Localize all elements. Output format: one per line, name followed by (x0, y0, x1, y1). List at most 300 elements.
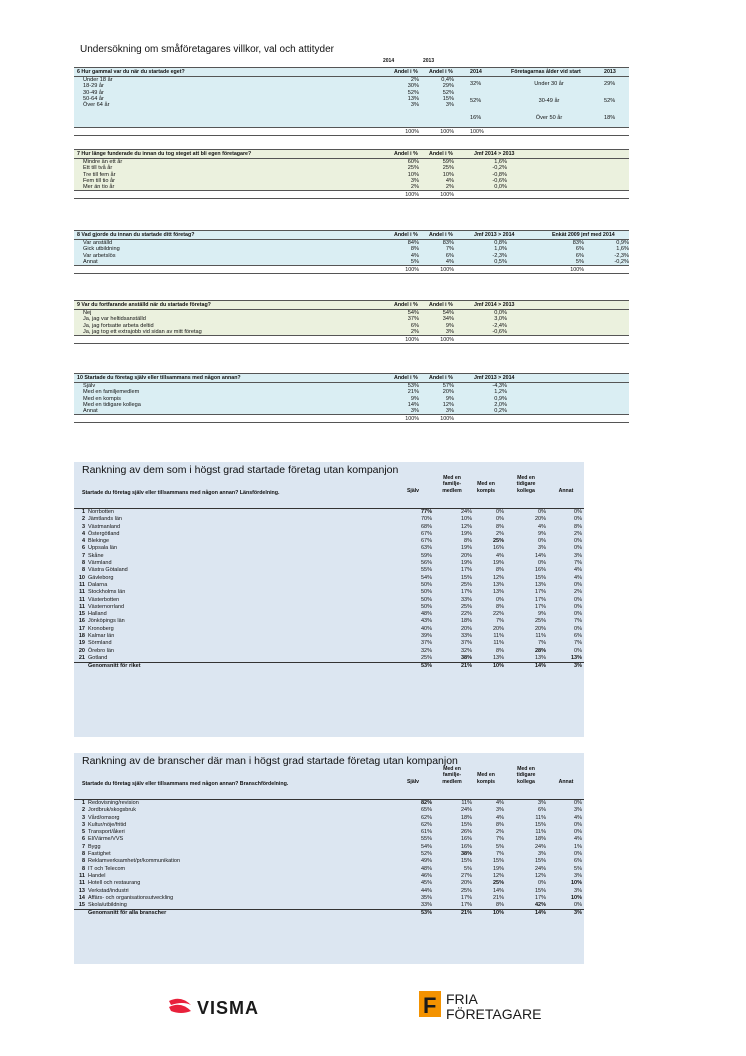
q6-col1: Andel i % (394, 69, 418, 75)
q6-group-2013: 18% (604, 115, 616, 121)
rank2-rank-number: 3 (81, 821, 85, 828)
q6-row-label: 30-49 år (83, 89, 104, 96)
q10-row-2014: 9% (410, 395, 419, 402)
q7-row-2014: 10% (407, 171, 419, 178)
q9-row-2014: 6% (410, 322, 419, 329)
rank1-col-header-line: Själv (406, 487, 420, 494)
q10-total-b: 100% (440, 415, 454, 422)
rank2-row-value: 0% (538, 880, 546, 887)
rank2-average-name: Genomsnitt för alla branscher (88, 910, 167, 917)
q6-group-2014: 32% (470, 81, 482, 87)
q8-total-a: 100% (405, 266, 419, 273)
fria-foretagare-logo (419, 989, 559, 1030)
rank1-rank-number: 11 (79, 603, 85, 610)
rank1-rank-number: 11 (79, 581, 85, 588)
q7-row-label: Mer än tio år (83, 184, 115, 191)
rank1-row-value: 10% (492, 663, 504, 670)
table-row (74, 626, 584, 633)
rank1-row-value: 25% (420, 654, 432, 661)
rank2-row-value: 24% (534, 843, 546, 850)
rank2-row-value: 4% (496, 814, 504, 821)
q6-total-a: 100% (405, 128, 419, 135)
q8-col2: Andel i % (429, 232, 453, 238)
q10-row-2014: 14% (407, 401, 419, 408)
rank1-row-value: 11% (493, 633, 504, 640)
rank2-row-value: 35% (420, 894, 432, 901)
rank1-row-value: 43% (420, 618, 432, 625)
q7-row-2013: 10% (442, 171, 454, 178)
rank1-rank-number: 3 (81, 523, 85, 530)
q8-row-2009: 6% (575, 246, 584, 253)
rank2-average-row (74, 910, 584, 917)
q10-row-2013: 12% (442, 401, 454, 408)
rank1-row-value: 3% (574, 552, 582, 559)
q6-row-2014: 2% (410, 77, 419, 83)
table-row (74, 575, 584, 582)
table-row (74, 509, 584, 516)
rank2-row-value: 82% (420, 800, 432, 806)
rank1-row-value: 25% (534, 618, 546, 625)
q10-row-label: Själv (83, 383, 96, 389)
rank1-rank-number: 21 (78, 654, 85, 661)
rank2-row-value: 7% (496, 851, 504, 858)
q6-row-2013: 0,4% (441, 77, 454, 83)
rank1-row-value: 25% (460, 581, 472, 588)
q9-total-a: 100% (405, 336, 419, 343)
rank1-row-value: 50% (420, 596, 432, 603)
table-row (74, 640, 584, 647)
question-7-section (74, 149, 629, 199)
rank2-row-value: 25% (492, 880, 504, 887)
q6-total-b: 100% (440, 128, 454, 135)
q7-row-2013: 4% (445, 177, 454, 184)
rank2-col-header (396, 779, 430, 785)
table-row (74, 516, 584, 523)
table-row (74, 560, 584, 567)
rank2-row-value: 15% (460, 821, 472, 828)
rank2-col-header-line: familje- (442, 772, 462, 779)
rank2-row-value: 14% (492, 887, 504, 894)
q9-col3: Jmf 2014 > 2013 (474, 302, 515, 308)
rank2-row-value: 8% (496, 821, 504, 828)
q6-row-2013: 29% (442, 83, 454, 90)
q7-col2: Andel i % (429, 151, 453, 157)
rank2-row-value: 3% (538, 800, 546, 806)
rank1-row-name: Västmanland (88, 523, 121, 530)
rank2-row-value: 7% (496, 836, 504, 843)
q8-row-2014: 8% (410, 246, 419, 253)
rank1-row-value: 54% (420, 574, 432, 581)
rank2-row-value: 24% (460, 807, 472, 814)
rank1-row-value: 13% (534, 581, 546, 588)
ranking-industry-table (74, 753, 584, 964)
rank2-rank-number: 15 (78, 902, 85, 909)
rank1-row-value: 0% (574, 647, 582, 654)
q8-col4: Enkät 2009 jmf med 2014 (552, 232, 615, 238)
q10-total-a: 100% (405, 415, 419, 422)
rank2-row-value: 15% (534, 887, 546, 894)
rank2-row-value: 62% (420, 821, 432, 828)
rank2-row-value: 55% (420, 836, 432, 843)
q6-group-2013: 52% (604, 98, 616, 104)
q6-total-row (74, 127, 629, 136)
rank1-rank-number: 7 (81, 552, 85, 559)
rank1-row-value: 53% (420, 663, 432, 670)
rank1-row-value: 37% (460, 640, 472, 647)
q8-row-2013: 83% (442, 240, 454, 246)
rank1-row-name: Gotland (88, 654, 108, 661)
rank1-row-value: 3% (538, 545, 546, 552)
rank1-row-value: 0% (538, 509, 546, 515)
q9-total-b: 100% (440, 336, 454, 343)
rank1-row-value: 20% (534, 625, 546, 632)
rank2-row-value: 49% (420, 858, 432, 865)
q6-total-c: 100% (470, 128, 484, 135)
rank1-row-value: 9% (538, 530, 546, 537)
q7-row-2014: 3% (410, 177, 419, 184)
rank1-row-value: 16% (492, 545, 504, 552)
rank1-row-value: 4% (574, 567, 582, 574)
q8-row-label: Var arbetslös (83, 252, 116, 259)
q8-row-diff: -2,3% (492, 252, 507, 259)
rank2-row-name: IT och Telecom (88, 865, 126, 872)
rank1-row-value: 15% (460, 574, 472, 581)
q8-row-diff: 0,8% (494, 240, 507, 246)
rank1-row-name: Västra Götaland (88, 567, 128, 574)
rank1-row-name: Kronoberg (88, 625, 114, 632)
q10-col1: Andel i % (394, 375, 418, 381)
q6-group-label: Under 30 år (534, 81, 564, 87)
rank2-row-value: 3% (574, 872, 582, 879)
rank1-row-value: 0% (574, 538, 582, 545)
ranking-industry-title: Rankning av de branscher där man i högst grad startade företag utan kompanjon (82, 755, 458, 767)
q6-group-2013: 29% (604, 81, 616, 87)
rank1-row-value: 50% (420, 603, 432, 610)
rank1-rank-number: 10 (78, 574, 85, 581)
rank1-row-name: Gävleborg (88, 574, 114, 581)
table-row (74, 524, 584, 531)
q10-row-label: Med en familjemedlem (83, 389, 140, 396)
rank1-row-value: 67% (420, 530, 432, 537)
rank1-rank-number: 4 (81, 530, 85, 537)
q8-row-2009: 5% (575, 258, 584, 265)
rank1-row-value: 28% (534, 647, 546, 654)
rank2-row-value: 38% (460, 851, 472, 858)
rank2-row-value: 1% (574, 843, 582, 850)
table-row (74, 582, 584, 589)
rank1-col-header (508, 475, 544, 494)
rank1-row-value: 0% (574, 545, 582, 552)
rank2-row-value: 62% (420, 814, 432, 821)
rank1-rank-number: 4 (81, 538, 85, 545)
rank2-col-header (434, 766, 470, 785)
rank2-row-name: Redovisning/revision (88, 800, 139, 806)
rank1-row-value: 20% (492, 625, 504, 632)
q6-group-label: Över 50 år (535, 115, 563, 121)
rank1-row-value: 7% (496, 618, 504, 625)
rank2-row-value: 16% (460, 843, 472, 850)
rank1-row-name: Stockholms län (88, 589, 126, 596)
rank2-row-value: 42% (534, 902, 546, 909)
rank1-row-value: 39% (420, 633, 432, 640)
q6-row-label: 18-29 år (83, 83, 104, 90)
q8-row-label: Gick utbildning (83, 246, 120, 253)
q8-row-2014: 5% (410, 258, 419, 265)
q8-col1: Andel i % (394, 232, 418, 238)
rank1-row-value: 25% (492, 538, 504, 545)
q7-total-a: 100% (405, 191, 419, 198)
q7-row-diff: 0,0% (494, 184, 507, 191)
q7-row-2013: 59% (442, 159, 454, 165)
rank2-row-name: Skola/utbildning (88, 902, 127, 909)
rank2-rank-number: 14 (78, 894, 85, 901)
rank2-row-value: 25% (460, 887, 472, 894)
rank2-row-value: 5% (464, 865, 472, 872)
rank1-row-value: 16% (534, 567, 546, 574)
q10-row-diff: 0,2% (494, 408, 507, 415)
rank1-rank-number: 17 (78, 625, 85, 632)
rank1-row-name: Östergötland (88, 530, 120, 537)
rank2-col-header-line: tidigare (516, 772, 536, 779)
rank1-row-value: 22% (460, 611, 472, 618)
table-row (74, 597, 584, 604)
rank1-row-value: 55% (420, 567, 432, 574)
rank2-row-value: 16% (460, 836, 472, 843)
rank1-row-value: 11% (535, 633, 546, 640)
visma-logo-text: VISMA (197, 998, 260, 1018)
rank2-row-value: 65% (420, 807, 432, 814)
rank2-row-value: 5% (574, 865, 582, 872)
q6-row-2014: 3% (410, 102, 419, 109)
rank2-col-header-line: Med en (477, 772, 495, 779)
rank2-row-value: 54% (420, 843, 432, 850)
rank1-row-value: 2% (496, 530, 504, 537)
rank1-row-value: 24% (460, 509, 472, 515)
rank1-col-header (396, 488, 430, 494)
rank2-row-value: 0% (574, 821, 582, 828)
rank2-row-value: 4% (574, 814, 582, 821)
q6-row-label: 50-64 år (83, 95, 104, 102)
rank1-row-value: 4% (574, 574, 582, 581)
rank2-rank-number: 7 (81, 843, 85, 850)
rank1-row-name: Västerbotten (88, 596, 120, 603)
ranking-county-table (74, 462, 584, 737)
rank1-row-value: 37% (420, 640, 432, 647)
table-row (74, 648, 584, 655)
rank1-row-value: 0% (574, 581, 582, 588)
q8-total-row (74, 265, 629, 274)
rank2-rank-number: 13 (78, 887, 85, 894)
rank1-rank-number: 8 (81, 560, 85, 567)
rank1-row-name: Norrbotten (88, 509, 114, 515)
rank1-rank-number: 11 (79, 589, 85, 596)
rank1-row-value: 13% (492, 581, 504, 588)
rank1-rank-number: 18 (78, 633, 85, 640)
rank2-row-value: 45% (420, 880, 432, 887)
q8-row-2009: 6% (575, 252, 584, 259)
rank2-row-value: 6% (574, 858, 582, 865)
fria-foretagare-logo-mark (419, 989, 559, 1025)
rank1-row-value: 17% (460, 567, 472, 574)
rank1-row-name: Skåne (88, 552, 104, 559)
rank2-rank-number: 2 (81, 807, 85, 814)
rank1-row-value: 4% (496, 552, 504, 559)
rank1-row-value: 50% (420, 581, 432, 588)
rank1-row-value: 15% (534, 574, 546, 581)
table-row (74, 553, 584, 560)
table-row (74, 633, 584, 640)
q10-row-diff: 0,9% (494, 395, 507, 402)
rank2-row-value: 4% (496, 800, 504, 806)
q6-col5: 2013 (604, 69, 616, 75)
rank1-row-value: 7% (574, 640, 582, 647)
q7-body (74, 159, 629, 190)
table-row (74, 618, 584, 625)
q7-header (74, 149, 629, 159)
rank2-col-header (470, 772, 502, 785)
rank2-row-value: 5% (496, 843, 504, 850)
rank1-rank-number: 1 (81, 509, 85, 515)
rank2-row-value: 18% (534, 836, 546, 843)
rank1-row-value: 12% (460, 523, 472, 530)
rank1-row-value: 18% (460, 618, 472, 625)
fria-logo-text-1: FRIA (446, 991, 478, 1007)
rank2-rank-number: 8 (81, 865, 85, 872)
rank1-row-name: Jönköpings län (88, 618, 125, 625)
q10-row-label: Annat (83, 408, 98, 415)
rank1-col-header-line: Med en (517, 475, 535, 481)
q7-row-label: Tre till fem år (83, 171, 116, 178)
q7-row-2014: 60% (407, 159, 419, 165)
q8-row-2013: 4% (445, 258, 454, 265)
rank1-average-name: Genomsnitt för riket (88, 663, 141, 670)
q8-total-d: 100% (570, 266, 584, 273)
rank1-row-value: 68% (420, 523, 432, 530)
rank2-row-name: Handel (88, 872, 106, 879)
table-row (74, 895, 584, 902)
rank1-row-value: 40% (420, 625, 432, 632)
rank2-row-value: 3% (574, 807, 582, 814)
q6-header (74, 67, 629, 77)
rank1-row-value: 8% (496, 567, 504, 574)
rank2-row-value: 19% (492, 865, 504, 872)
q10-row-2014: 21% (407, 389, 419, 396)
rank1-row-value: 17% (534, 589, 546, 596)
rank1-row-value: 7% (574, 560, 582, 567)
q7-row-2014: 25% (407, 165, 419, 172)
rank1-rank-number: 15 (78, 611, 85, 618)
rank1-row-value: 7% (538, 640, 546, 647)
q9-row-2013: 3% (445, 328, 454, 335)
q10-row-2014: 3% (410, 408, 419, 415)
table-row (74, 902, 584, 909)
rank1-col-header-line: Annat (558, 487, 574, 494)
rank1-row-value: 22% (492, 611, 504, 618)
rank1-row-value: 0% (538, 560, 546, 567)
rank1-row-value: 2% (574, 530, 582, 537)
rank1-row-value: 0% (496, 596, 504, 603)
q6-col3: 2014 (470, 69, 482, 75)
q8-body (74, 240, 629, 265)
q8-col3: Jmf 2013 > 2014 (474, 232, 515, 238)
rank2-col-header (552, 779, 580, 785)
rank2-row-value: 6% (538, 807, 546, 814)
rank2-row-value: 27% (460, 872, 472, 879)
rank1-row-value: 33% (460, 596, 472, 603)
rank2-row-value: 0% (574, 800, 582, 806)
table-row (74, 800, 584, 807)
q7-row-diff: 1,6% (494, 159, 507, 165)
table-row (74, 655, 584, 662)
rank1-col-header-line: kollega (517, 487, 535, 494)
q8-row-2014: 4% (410, 252, 419, 259)
q6-body (74, 77, 629, 127)
rank1-row-value: 0% (574, 516, 582, 523)
table-row (74, 858, 584, 865)
rank2-row-value: 26% (460, 829, 472, 836)
q7-col3: Jmf 2014 > 2013 (474, 151, 515, 157)
rank2-rank-number: 1 (81, 800, 85, 806)
rank1-row-value: 19% (460, 530, 472, 537)
rank1-row-value: 19% (460, 545, 472, 552)
rank2-rank-number: 11 (79, 872, 85, 879)
q9-header (74, 300, 629, 310)
q7-row-2014: 2% (410, 184, 419, 191)
table-row (74, 851, 584, 858)
rank1-col-header-line: familje- (442, 481, 462, 488)
rank1-row-name: Uppsala län (88, 545, 118, 552)
rank2-row-value: 14% (534, 910, 546, 917)
q9-row-label: Ja, jag fortsatte arbeta deltid (83, 322, 154, 329)
q9-total-row (74, 335, 629, 344)
rank2-row-value: 8% (496, 902, 504, 909)
rank1-row-value: 33% (460, 633, 472, 640)
table-row (74, 844, 584, 851)
q8-row-label: Var anställd (83, 240, 113, 246)
q7-row-diff: -0,8% (492, 171, 507, 178)
q8-row-diff: 0,5% (494, 258, 507, 265)
table-row (74, 829, 584, 836)
q10-row-diff: -4,3% (492, 383, 507, 389)
q8-row-2013: 7% (445, 246, 454, 253)
rank2-col-header-line: kollega (517, 778, 535, 785)
rank2-row-name: Affärs- och organisationsutveckling (88, 894, 174, 901)
table-row (74, 815, 584, 822)
q6-row-2013: 15% (442, 95, 454, 102)
q8-row-diff-2009: -0,2% (614, 258, 629, 265)
table-row (74, 604, 584, 611)
q9-row-label: Ja, jag tog ett extrajobb vid sidan av mitt företag (83, 328, 202, 335)
fria-logo-letter: F (423, 993, 437, 1018)
q7-row-diff: -0,2% (492, 165, 507, 172)
q9-row-diff: -2,4% (492, 322, 507, 329)
q10-row-2013: 3% (445, 408, 454, 415)
rank2-row-value: 10% (492, 910, 504, 917)
rank1-row-name: Jämtlands län (88, 516, 122, 523)
rank2-col-header-line: kompis (476, 778, 496, 785)
rank1-row-value: 0% (496, 516, 504, 523)
q10-row-diff: 2,0% (494, 401, 507, 408)
rank1-row-value: 19% (460, 560, 472, 567)
rank2-row-value: 17% (534, 894, 546, 901)
rank2-row-value: 3% (574, 887, 582, 894)
q8-row-diff-2009: 0,9% (616, 240, 629, 246)
q9-row-diff: 0,0% (494, 310, 507, 316)
table-row (74, 822, 584, 829)
rank1-row-value: 50% (420, 589, 432, 596)
rank2-col-header-line: Annat (558, 778, 574, 785)
rank1-row-value: 8% (496, 647, 504, 654)
